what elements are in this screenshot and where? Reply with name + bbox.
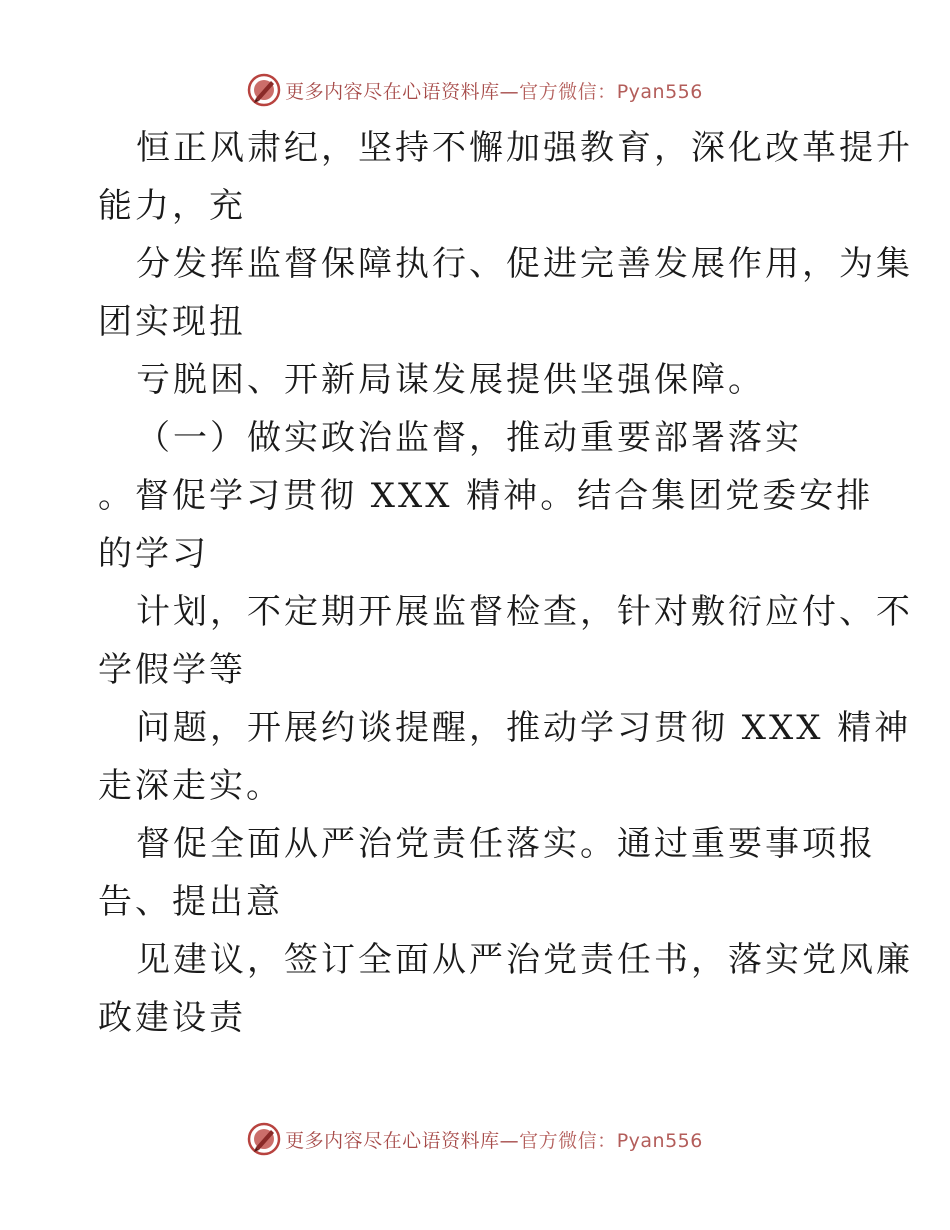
footer-banner — [0, 1119, 950, 1159]
banner-wechat-id: Pyan556 — [616, 80, 703, 103]
banner-lead: 更多内容尽在心语资料库 — [285, 80, 500, 103]
body-line: 见建议，签订全面从严治党责任书，落实党风廉 — [136, 940, 913, 980]
body-line: 督促全面从严治党责任落实。通过重要事项报 — [136, 824, 876, 864]
body-line: 团实现扭 — [98, 302, 246, 342]
body-line: 能力，充 — [98, 186, 246, 226]
body-line: 分发挥监督保障执行、促进完善发展作用，为集 — [136, 244, 913, 284]
banner-wechat-label: 官方微信： — [519, 1129, 617, 1152]
body-line: 政建设责 — [98, 998, 246, 1038]
body-line: 计划，不定期开展监督检查，针对敷衍应付、不 — [136, 592, 913, 632]
banner-wechat-id: Pyan556 — [616, 1129, 703, 1152]
pen-logo-icon — [247, 1122, 281, 1156]
body-line: 告、提出意 — [98, 882, 283, 922]
body-line: 走深走实。 — [98, 766, 283, 806]
header-banner — [0, 70, 950, 110]
banner-wechat-label: 官方微信： — [519, 80, 617, 103]
banner-lead: 更多内容尽在心语资料库 — [285, 1129, 500, 1152]
banner-dash: — — [499, 1129, 520, 1152]
body-line: 问题，开展约谈提醒，推动学习贯彻 XXX 精神 — [136, 708, 912, 748]
section-heading: （一）做实政治监督，推动重要部署落实 — [136, 418, 802, 458]
pen-logo-icon — [247, 73, 281, 107]
body-line: 的学习 — [98, 534, 209, 574]
body-line: 亏脱困、开新局谋发展提供坚强保障。 — [136, 360, 765, 400]
body-line: 恒正风肃纪，坚持不懈加强教育，深化改革提升 — [136, 128, 913, 168]
banner-text — [285, 77, 703, 104]
banner-text — [285, 1126, 703, 1153]
body-line: 。督促学习贯彻 XXX 精神。结合集团党委安排 — [98, 476, 874, 516]
banner-dash: — — [499, 80, 520, 103]
body-line: 学假学等 — [98, 650, 246, 690]
